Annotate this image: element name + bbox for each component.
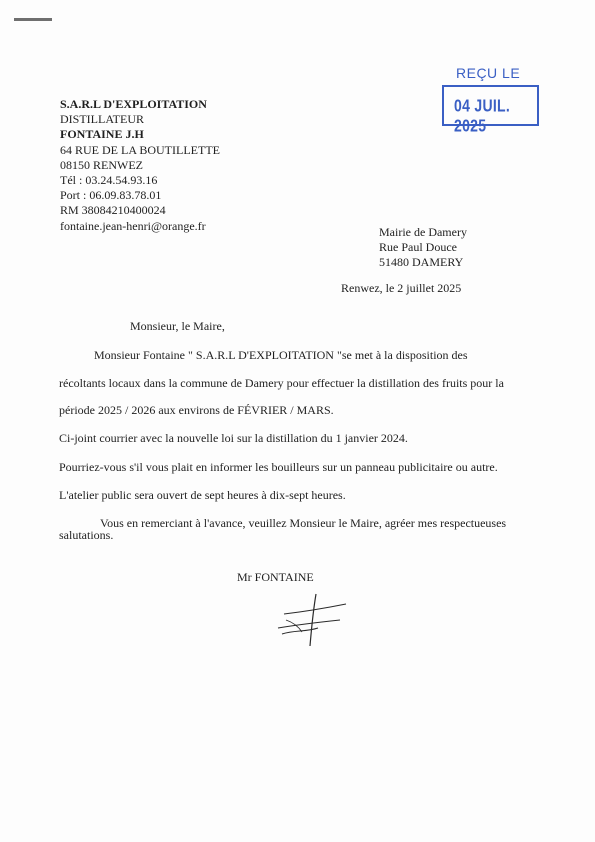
received-stamp-title: REÇU LE [456, 65, 521, 81]
sender-block [60, 97, 220, 234]
recipient-city: 51480 DAMERY [379, 255, 464, 269]
sender-company: S.A.R.L D'EXPLOITATION [60, 97, 207, 111]
body-paragraph-1: Monsieur Fontaine " S.A.R.L D'EXPLOITATION "se met à la disposition des [94, 348, 468, 362]
recipient-name: Mairie de Damery [379, 225, 467, 239]
body-paragraph-2: récoltants locaux dans la commune de Damery pour effectuer la distillation des fruits pour la [59, 376, 504, 390]
sender-street: 64 RUE DE LA BOUTILLETTE [60, 142, 220, 157]
sender-email: fontaine.jean-henri@orange.fr [60, 218, 206, 233]
recipient-block [379, 225, 467, 270]
handwritten-signature [276, 592, 348, 648]
scan-mark [14, 18, 52, 21]
body-paragraph-3: période 2025 / 2026 aux environs de FÉVRIER / MARS. [59, 403, 334, 417]
received-stamp [442, 85, 539, 135]
sender-phone: Tél : 03.24.54.93.16 [60, 173, 158, 188]
body-paragraph-6: L'atelier public sera ouvert de sept heures à dix-sept heures. [59, 488, 346, 502]
letter-date: Renwez, le 2 juillet 2025 [341, 281, 462, 295]
sender-mobile: Port : 06.09.83.78.01 [60, 188, 162, 203]
body-paragraph-4: Ci-joint courrier avec la nouvelle loi sur la distillation du 1 janvier 2024. [59, 431, 408, 445]
received-stamp-date: 04 JUIL. 2025 [454, 95, 511, 135]
salutation: Monsieur, le Maire, [130, 319, 225, 333]
sender-name: FONTAINE J.H [60, 127, 144, 142]
body-paragraph-5: Pourriez-vous s'il vous plait en informer les bouilleurs sur un panneau publicitaire ou autre. [59, 460, 498, 474]
signer-name: Mr FONTAINE [237, 570, 314, 584]
sender-registration: RM 38084210400024 [60, 203, 166, 218]
recipient-street: Rue Paul Douce [379, 240, 457, 254]
sender-activity: DISTILLATEUR [60, 112, 144, 127]
closing-salutations: salutations. [59, 528, 114, 542]
sender-city: 08150 RENWEZ [60, 157, 143, 172]
closing-line: Vous en remerciant à l'avance, veuillez Monsieur le Maire, agréer mes respectueuses [100, 516, 507, 530]
